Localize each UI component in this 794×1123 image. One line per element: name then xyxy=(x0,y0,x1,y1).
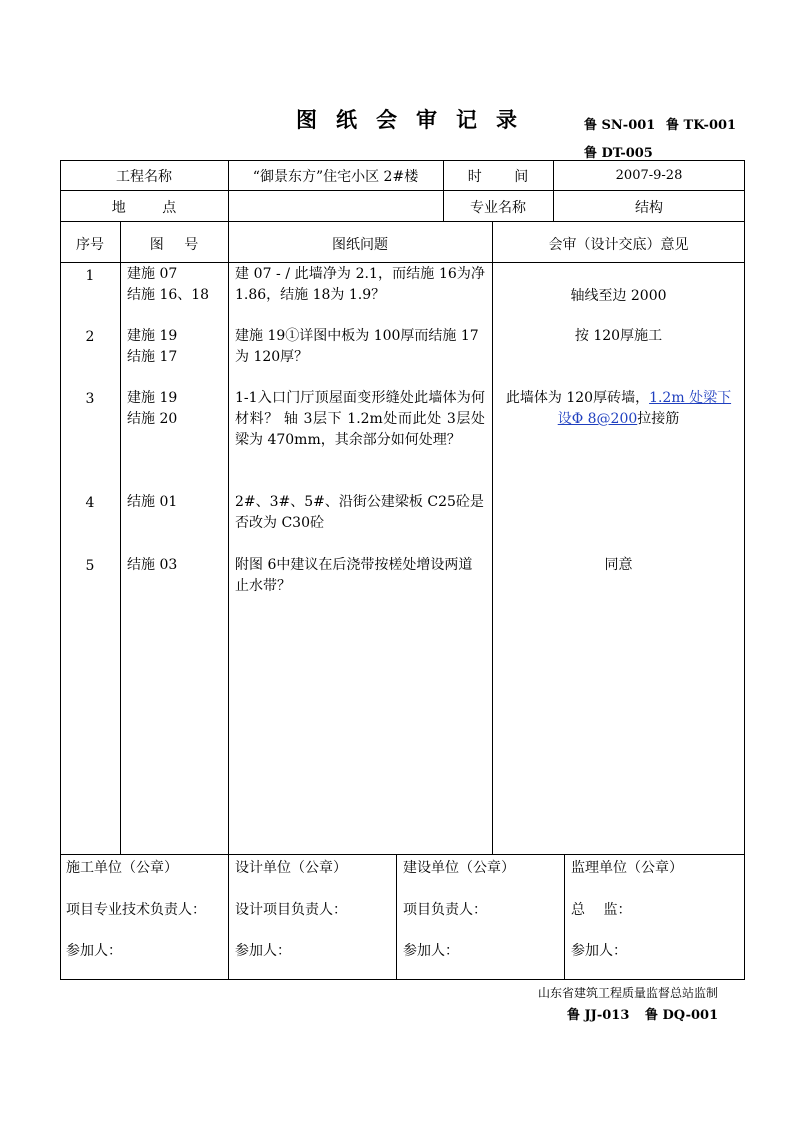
footer-code-jj: 鲁 JJ-013 xyxy=(567,1008,630,1023)
table-rule xyxy=(228,221,229,854)
row-opinion: 同意 xyxy=(604,557,633,573)
row-seq: 4 xyxy=(85,495,95,511)
column-header-seq: 序号 xyxy=(76,237,104,253)
drawing-number: 建施 19 xyxy=(127,390,178,406)
opinion-link[interactable]: 1.2m 处梁下 xyxy=(649,390,732,406)
supervision-unit-seal: 监理单位（公章） xyxy=(571,860,683,876)
column-header-issue: 图纸问题 xyxy=(332,237,388,253)
table-rule xyxy=(60,190,745,191)
row-drawing xyxy=(127,492,227,513)
form-code-tk: 鲁 TK-001 xyxy=(666,118,737,133)
project-name-value: “御景东方”住宅小区 2#楼 xyxy=(252,169,419,185)
drawing-number: 结施 01 xyxy=(127,494,178,510)
project-name-label: 工程名称 xyxy=(116,169,172,185)
drawing-number: 结施 20 xyxy=(127,411,178,427)
row-opinion: 轴线至边 2000 xyxy=(570,288,667,304)
owner-project-lead: 项目负责人： xyxy=(403,902,487,918)
row-drawing xyxy=(127,555,227,576)
table-rule xyxy=(492,221,493,854)
row-drawing xyxy=(127,264,227,306)
drawing-number: 建施 19 xyxy=(127,328,178,344)
table-rule xyxy=(396,854,397,980)
owner-unit-seal: 建设单位（公章） xyxy=(403,860,515,876)
table-rule xyxy=(60,262,745,263)
major-label: 专业名称 xyxy=(470,200,526,216)
column-header-drawing: 图 号 xyxy=(149,237,207,253)
table-rule xyxy=(228,854,229,980)
row-seq: 3 xyxy=(85,391,95,407)
construction-unit-seal: 施工单位（公章） xyxy=(66,860,178,876)
opinion-link[interactable]: 设Φ 8@200 xyxy=(557,411,638,427)
document-title: 图纸会审记录 xyxy=(296,107,536,132)
design-participants: 参加人： xyxy=(235,943,291,959)
row-seq: 2 xyxy=(85,329,95,345)
issuer-footer: 山东省建筑工程质量监督总站监制 xyxy=(538,986,719,1000)
location-label: 地 点 xyxy=(111,200,193,216)
form-code-dt: 鲁 DT-005 xyxy=(584,146,653,161)
owner-participants: 参加人： xyxy=(403,943,459,959)
construction-tech-lead: 项目专业技术负责人： xyxy=(66,902,206,918)
footer-code-dq: 鲁 DQ-001 xyxy=(645,1008,719,1023)
major-value: 结构 xyxy=(635,200,663,216)
row-issue: 1-1入口门厅顶屋面变形缝处此墙体为何材料？ 轴 3层下 1.2m处而此处 3层处梁为 470mm，其余部分如何处理？ xyxy=(235,390,485,448)
column-header-opinion: 会审（设计交底）意见 xyxy=(548,237,689,253)
row-issue: 2#、3#、5#、沿街公建梁板 C25砼是否改为 C30砼 xyxy=(235,494,484,531)
opinion-text: 拉接筋 xyxy=(637,411,680,427)
row-seq: 1 xyxy=(85,268,95,284)
table-rule xyxy=(60,854,745,855)
construction-participants: 参加人： xyxy=(66,943,122,959)
time-label: 时 间 xyxy=(467,169,543,185)
form-code-sn: 鲁 SN-001 xyxy=(584,118,656,133)
row-seq: 5 xyxy=(85,558,95,574)
table-rule xyxy=(564,854,565,980)
row-issue: 附图 6中建议在后浇带按槎处增设两道止水带？ xyxy=(235,557,473,594)
table-rule xyxy=(60,221,745,222)
opinion-text: 此墙体为 120厚砖墙， xyxy=(505,390,650,406)
row-issue: 建 07 - / 此墙净为 2.1，而结施 16为净 1.86，结施 18为 1.9？ xyxy=(235,266,485,303)
time-value: 2007-9-28 xyxy=(615,168,683,183)
row-opinion: 按 120厚施工 xyxy=(574,328,663,344)
drawing-number: 结施 16、18 xyxy=(127,287,210,303)
design-unit-seal: 设计单位（公章） xyxy=(235,860,347,876)
drawing-number: 建施 07 xyxy=(127,266,178,282)
row-drawing xyxy=(127,388,227,430)
chief-supervisor: 总 监： xyxy=(571,902,632,918)
design-project-lead: 设计项目负责人： xyxy=(235,902,347,918)
drawing-number: 结施 17 xyxy=(127,349,178,365)
table-rule xyxy=(120,221,121,854)
drawing-number: 结施 03 xyxy=(127,557,178,573)
row-drawing xyxy=(127,326,227,368)
supervision-participants: 参加人： xyxy=(571,943,627,959)
row-opinion xyxy=(496,388,741,430)
row-issue: 建施 19①详图中板为 100厚而结施 17为 120厚？ xyxy=(235,328,479,365)
